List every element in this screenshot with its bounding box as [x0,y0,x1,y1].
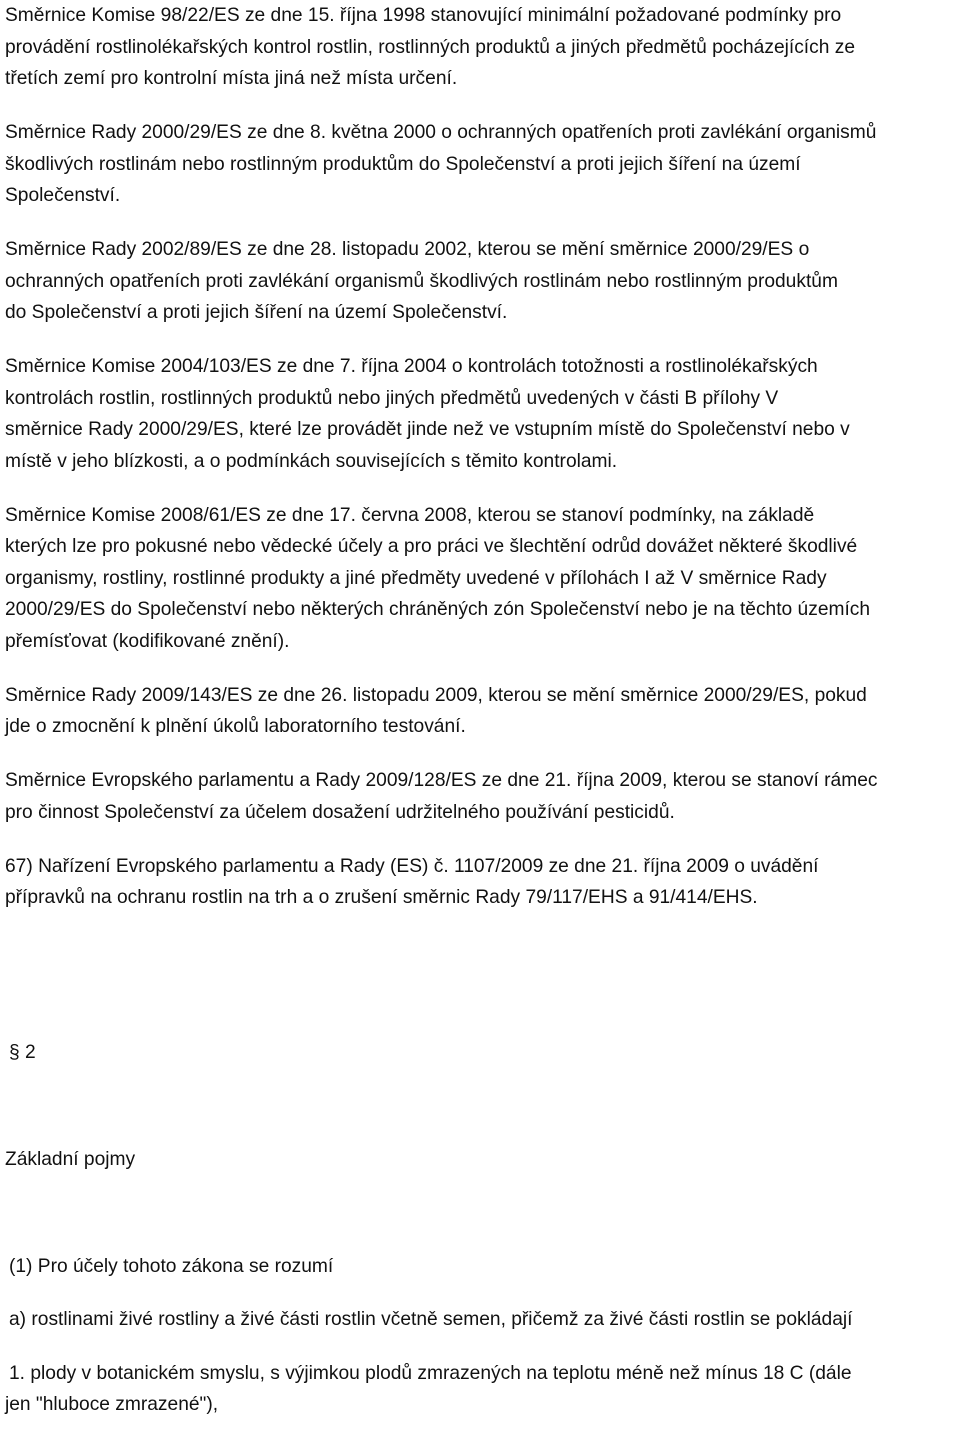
section-title: Základní pojmy [5,1149,136,1170]
paragraph-directive-2004-103 [5,351,955,477]
text-line: Směrnice Komise 2004/103/ES ze dne 7. října 2004 o kontrolách totožnosti a rostlinolékařských [5,356,818,377]
text-line: směrnice Rady 2000/29/ES, které lze provádět jinde než ve vstupním místě do Společenství nebo v [5,419,850,440]
text-line: ochranných opatřeních proti zavlékání organismů škodlivých rostlinám nebo rostlinným produktům [5,270,838,292]
paragraph-spacer [5,212,955,235]
clause-item-1 [5,1358,955,1421]
text-line: 1. plody v botanickém smyslu, s výjimkou plodů zmrazených na teplotu méně než mínus 18 C (dále [9,1362,852,1384]
paragraph-spacer [5,828,955,851]
text-line: provádění rostlinolékařských kontrol rostlin, rostlinných produktů a jiných předmětů pocházejících ze [5,36,856,58]
paragraph-directive-2002-89 [5,234,955,329]
text-line: 2000/29/ES do Společenství nebo některých chráněných zón Společenství nebo je na těchto územích [5,599,871,620]
text-line: Společenství. [5,185,121,206]
paragraph-directive-2009-128 [5,765,955,828]
text-line: Směrnice Komise 98/22/ES ze dne 15. října 1998 stanovující minimální požadované podmínky pro [5,5,842,26]
text-line: kontrolách rostlin, rostlinných produktů nebo jiných předmětů uvedených v části B přílohy V [5,387,779,409]
paragraph-spacer [5,743,955,766]
clause-item-a: a) rostlinami živé rostliny a živé části rostlin včetně semen, přičemž za živé části rostlin se pokládají [9,1309,853,1330]
clause-intro: (1) Pro účely tohoto zákona se rozumí [9,1255,334,1277]
text-line: kterých lze pro pokusné nebo vědecké účely a pro práci ve šlechtění odrůd dovážet některé škodlivé [5,536,858,557]
text-line: jen "hluboce zmrazené"), [5,1394,219,1415]
text-line: do Společenství a proti jejich šíření na území Společenství. [5,302,508,323]
text-line: pro činnost Společenství za účelem dosažení udržitelného používání pesticidů. [5,801,675,823]
document-page [5,0,955,1421]
text-line: škodlivých rostlinám nebo rostlinným produktům do Společenství a proti jejich šíření na území [5,153,801,175]
section-spacer [5,1068,955,1144]
text-line: místě v jeho blízkosti, a o podmínkách souvisejících s těmito kontrolami. [5,450,618,472]
text-line: Směrnice Rady 2000/29/ES ze dne 8. května 2000 o ochranných opatřeních proti zavlékání organismů [5,122,877,143]
text-line: přípravků na ochranu rostlin na trh a o zrušení směrnic Rady 79/117/EHS a 91/414/EHS. [5,887,758,908]
paragraph-spacer [5,1336,955,1358]
text-line: Směrnice Evropského parlamentu a Rady 2009/128/ES ze dne 21. října 2009, kterou se stanoví rámec [5,770,878,791]
text-line: Směrnice Komise 2008/61/ES ze dne 17. června 2008, kterou se stanoví podmínky, na základě [5,504,815,526]
paragraph-directive-2009-143 [5,680,955,743]
text-line: jde o zmocnění k plnění úkolů laboratorního testování. [5,716,466,737]
text-line: třetích zemí pro kontrolní místa jiná než místa určení. [5,68,458,89]
text-line: Směrnice Rady 2002/89/ES ze dne 28. listopadu 2002, kterou se mění směrnice 2000/29/ES o [5,239,810,260]
text-line: organismy, rostliny, rostlinné produkty a jiné předměty uvedené v přílohách I až V směrnice Rady [5,567,827,589]
text-line: Směrnice Rady 2009/143/ES ze dne 26. listopadu 2009, kterou se mění směrnice 2000/29/ES, pokud [5,684,867,706]
paragraph-spacer [5,95,955,118]
paragraph-spacer [5,477,955,500]
paragraph-directive-2008-61 [5,500,955,658]
paragraph-spacer [5,1282,955,1304]
section-spacer [5,914,955,1037]
paragraph-regulation-1107-2009 [5,851,955,914]
section-number: § 2 [9,1041,36,1063]
text-line: přemísťovat (kodifikované znění). [5,630,290,652]
paragraph-spacer [5,657,955,680]
paragraph-directive-98-22 [5,0,955,95]
paragraph-directive-2000-29 [5,117,955,212]
text-line: 67) Nařízení Evropského parlamentu a Rady (ES) č. 1107/2009 ze dne 21. října 2009 o uvádění [5,855,819,877]
paragraph-spacer [5,329,955,352]
section-spacer [5,1176,955,1251]
